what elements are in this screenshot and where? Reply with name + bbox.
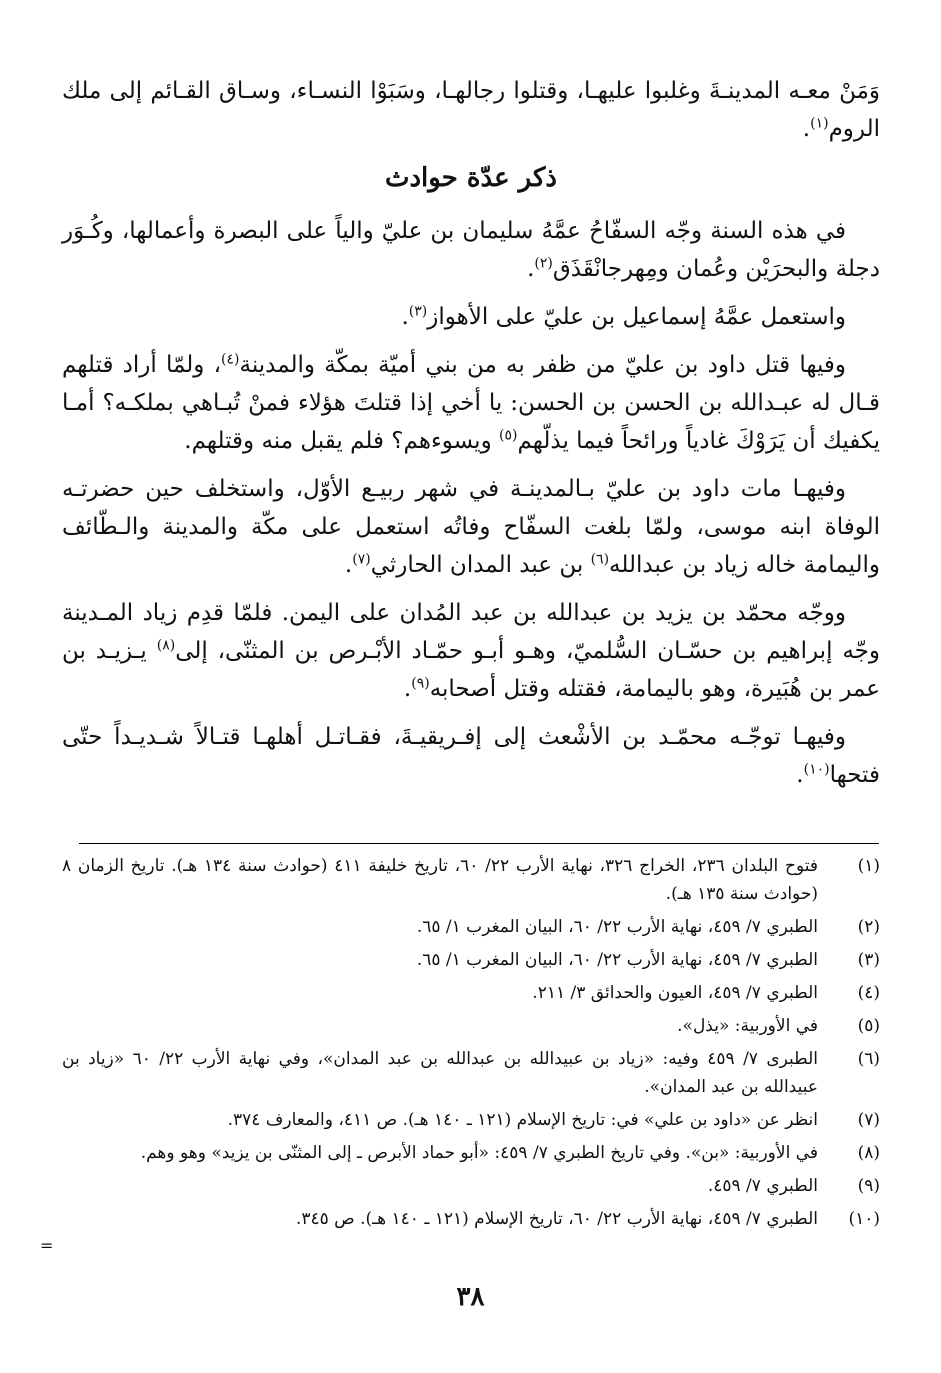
footnote [62,1012,880,1040]
footnote-text: الطبري ٧/ ٤٥٩، العيون والحدائق ٣/ ٢١١. [532,983,818,1003]
paragraph-text: بن عبد المدان الحارثي [370,552,591,578]
footnote-ref: (٦) [590,551,610,568]
footnotes [62,852,880,1238]
footnote [62,1106,880,1134]
footnote-number: (١٠) [848,1209,880,1229]
paragraph-6: وفيهـا توجّـه محمّـد بن الأشْعث إلى إفـريقيـةَ، فقـاتـل أهلهـا قتـالاً شـديـداً حتّى فتحها$^{(١٠)}$. [62,724,880,788]
paragraph-text: ووجّه محمّد بن يزيد بن عبدالله بن عبد المُدان على اليمن. فلمّا قدِم زياد المـدينة وجّه إبراهيم بن حسّـان السُّلميّ، وهـو أبـو حمّـاد الأبْـرص بن المثنّى، إلى [62,600,881,664]
paragraph-text: واستعمل عمَّهُ إسماعيل بن عليّ على الأهواز [427,304,846,330]
paragraph-text: في هذه السنة وجّه السفّاحُ عمَّهُ سليمان بن عليّ والياً على البصرة وأعمالها، وكُـوَر دجلة والبحرَيْن وعُمان ومِهرجانْقَذَق [62,218,880,282]
paragraph-text: وفيهـا مات داود بن عليّ بـالمدينـة في شهر ربيـع الأوّل، واستخلف حين حضرتـه الوفاة ابنه موسى، ولمّا بلغت السفّاح وفاتُه استعمل على مكّة والمدينة والـطّائف واليمامة خاله زياد بن عبدالله [62,476,880,578]
footnote-text: الطبري ٧/ ٤٥٩، نهاية الأرب ٢٢/ ٦٠، تاريخ الإسلام (١٢١ ـ ١٤٠ هـ). ص ٣٤٥. [295,1209,818,1229]
footnote [62,1205,880,1233]
footnote-text: الطبرى ٧/ ٤٥٩ وفيه: «زياد بن عبيدالله بن عبدالله بن عبد المدان»، وفي نهاية الأرب ٢٢/ ٦٠ «زياد بن عبيدالله بن عبد المدان». [62,1049,818,1097]
main-text [62,72,880,804]
footnote-number: (١) [857,856,880,876]
footnote-number: (٦) [857,1049,880,1069]
page-number: ٣٨ [456,1282,485,1312]
footnote-text: في الأوربية: «يذل». [677,1016,818,1036]
footnote-number: (٢) [857,917,880,937]
footnote-number: (٤) [857,983,880,1003]
intro-text: وَمَنْ معـه المدينـةَ وغلبوا عليهـا، وقتلوا رجالهـا، وسَبَوْا النسـاء، وسـاق القـائم إلى ملك الروم [62,78,880,142]
footnote-number: (٧) [857,1110,880,1130]
paragraph-4: وفيهـا مات داود بن عليّ بـالمدينـة في شهر ربيـع الأوّل، واستخلف حين حضرتـه الوفاة ابنه موسى، ولمّا بلغت السفّاح وفاتُه استعمل على مكّة والمدينة والـطّائف واليمامة خاله زياد بن عبدالله$^{(٦)}$ بن عبد المدان الحارثي$^{(٧)}$. [62,476,880,578]
footnote-text: فتوح البلدان ٢٣٦، الخراج ٣٢٦، نهاية الأرب ٢٢/ ٦٠، تاريخ خليفة ٤١١ (حوادث سنة ١٣٤ هـ). تاريخ الزمان ٨ (حوادث سنة ١٣٥ هـ). [62,856,819,904]
paragraph-2: واستعمل عمَّهُ إسماعيل بن عليّ على الأهواز$^{(٣)}$. [401,303,846,330]
paragraph-3 [62,346,880,460]
footnote [62,1172,880,1200]
footnote-ref: (٩) [411,675,430,692]
footnote-text: الطبري ٧/ ٤٥٩، نهاية الأرب ٢٢/ ٦٠، البيان المغرب ١/ ٦٥. [416,950,818,970]
footnote [62,946,880,974]
footnote-ref: (٧) [352,551,371,568]
footnote-number: (٥) [857,1016,880,1036]
paragraph-text: ويسوءهم؟ فلم يقبل منه وقتلهم. [184,428,499,454]
footnote-ref: (١٠) [803,761,830,778]
footnote-divider [79,843,879,844]
footnote-number: (٩) [857,1176,880,1196]
footnote-ref: (٢) [534,255,553,272]
footnote-ref: (٥) [498,427,518,444]
footnote-number: (٨) [857,1143,880,1163]
paragraph-text: يـزيـد بن عمر بن هُبَيرة، وهو باليمامة، فقتله وقتل أصحابه [62,638,880,702]
footnote [62,1045,880,1101]
footnote-text: الطبري ٧/ ٤٥٩. [707,1176,818,1196]
section-heading: ذكر عدّة حوادث [385,163,557,193]
footnote [62,852,880,908]
footnote-ref: (٨) [156,637,176,654]
paragraph-1: في هذه السنة وجّه السفّاحُ عمَّهُ سليمان بن عليّ والياً على البصرة وأعمالها، وكُـوَر دجلة والبحرَيْن وعُمان ومِهرجانْقَذَق$^{(٢)}$. [62,218,880,282]
footnote [62,979,880,1007]
footnote-text: في الأوربية: «بن». وفي تاريخ الطبري ٧/ ٤٥٩: «أبو حماد الأبرص ـ إلى المثنّى بن يزيد» وهو وهم. [140,1143,818,1163]
footnote-text: الطبري ٧/ ٤٥٩، نهاية الأرب ٢٢/ ٦٠، البيان المغرب ١/ ٦٥. [416,917,818,937]
paragraph-5: ووجّه محمّد بن يزيد بن عبدالله بن عبد المُدان على اليمن. فلمّا قدِم زياد المـدينة وجّه إبراهيم بن حسّـان السُّلميّ، وهـو أبـو حمّـاد الأبْـرص بن المثنّى، إلى$^{(٨)}$ يـزيـد بن عمر بن هُبَيرة، وهو باليمامة، فقتله وقتل أصحابه$^{(٩)}$. [62,600,881,702]
footnote-ref: (١) [810,115,829,132]
intro-paragraph: وَمَنْ معـه المدينـةَ وغلبوا عليهـا، وقتلوا رجالهـا، وسَبَوْا النسـاء، وسـاق القـائم إلى ملك الروم$^{(١)}$. [62,78,880,142]
footnote-text: انظر عن «داود بن علي» في: تاريخ الإسلام (١٢١ ـ ١٤٠ هـ). ص ٤١١، والمعارف ٣٧٤. [227,1110,818,1130]
paragraph-text: وفيهـا توجّـه محمّـد بن الأشْعث إلى إفـريقيـةَ، فقـاتـل أهلهـا قتـالاً شـديـداً حتّى فتحها [62,724,880,788]
footnote [62,1139,880,1167]
paragraph-text: ، ولمّا أراد قتلهم قـال له عبـدالله بن الحسن بن الحسن: يا أخي إذا قتلتَ هؤلاء فمنْ تُبـاهي بملكـه؟ أمـا يكفيك أن يَرَوْكَ غادياً ورائحاً فيما يذلّهم [62,352,880,454]
footnote-ref: (٤) [221,351,240,368]
footnote-number: (٣) [857,950,880,970]
paragraph-text: وفيها قتل داود بن عليّ من ظفر به من بني أميّة بمكّة والمدينة [239,352,846,378]
footnote-ref: (٣) [408,303,428,320]
footnote [62,913,880,941]
margin-mark: = [40,1236,54,1255]
